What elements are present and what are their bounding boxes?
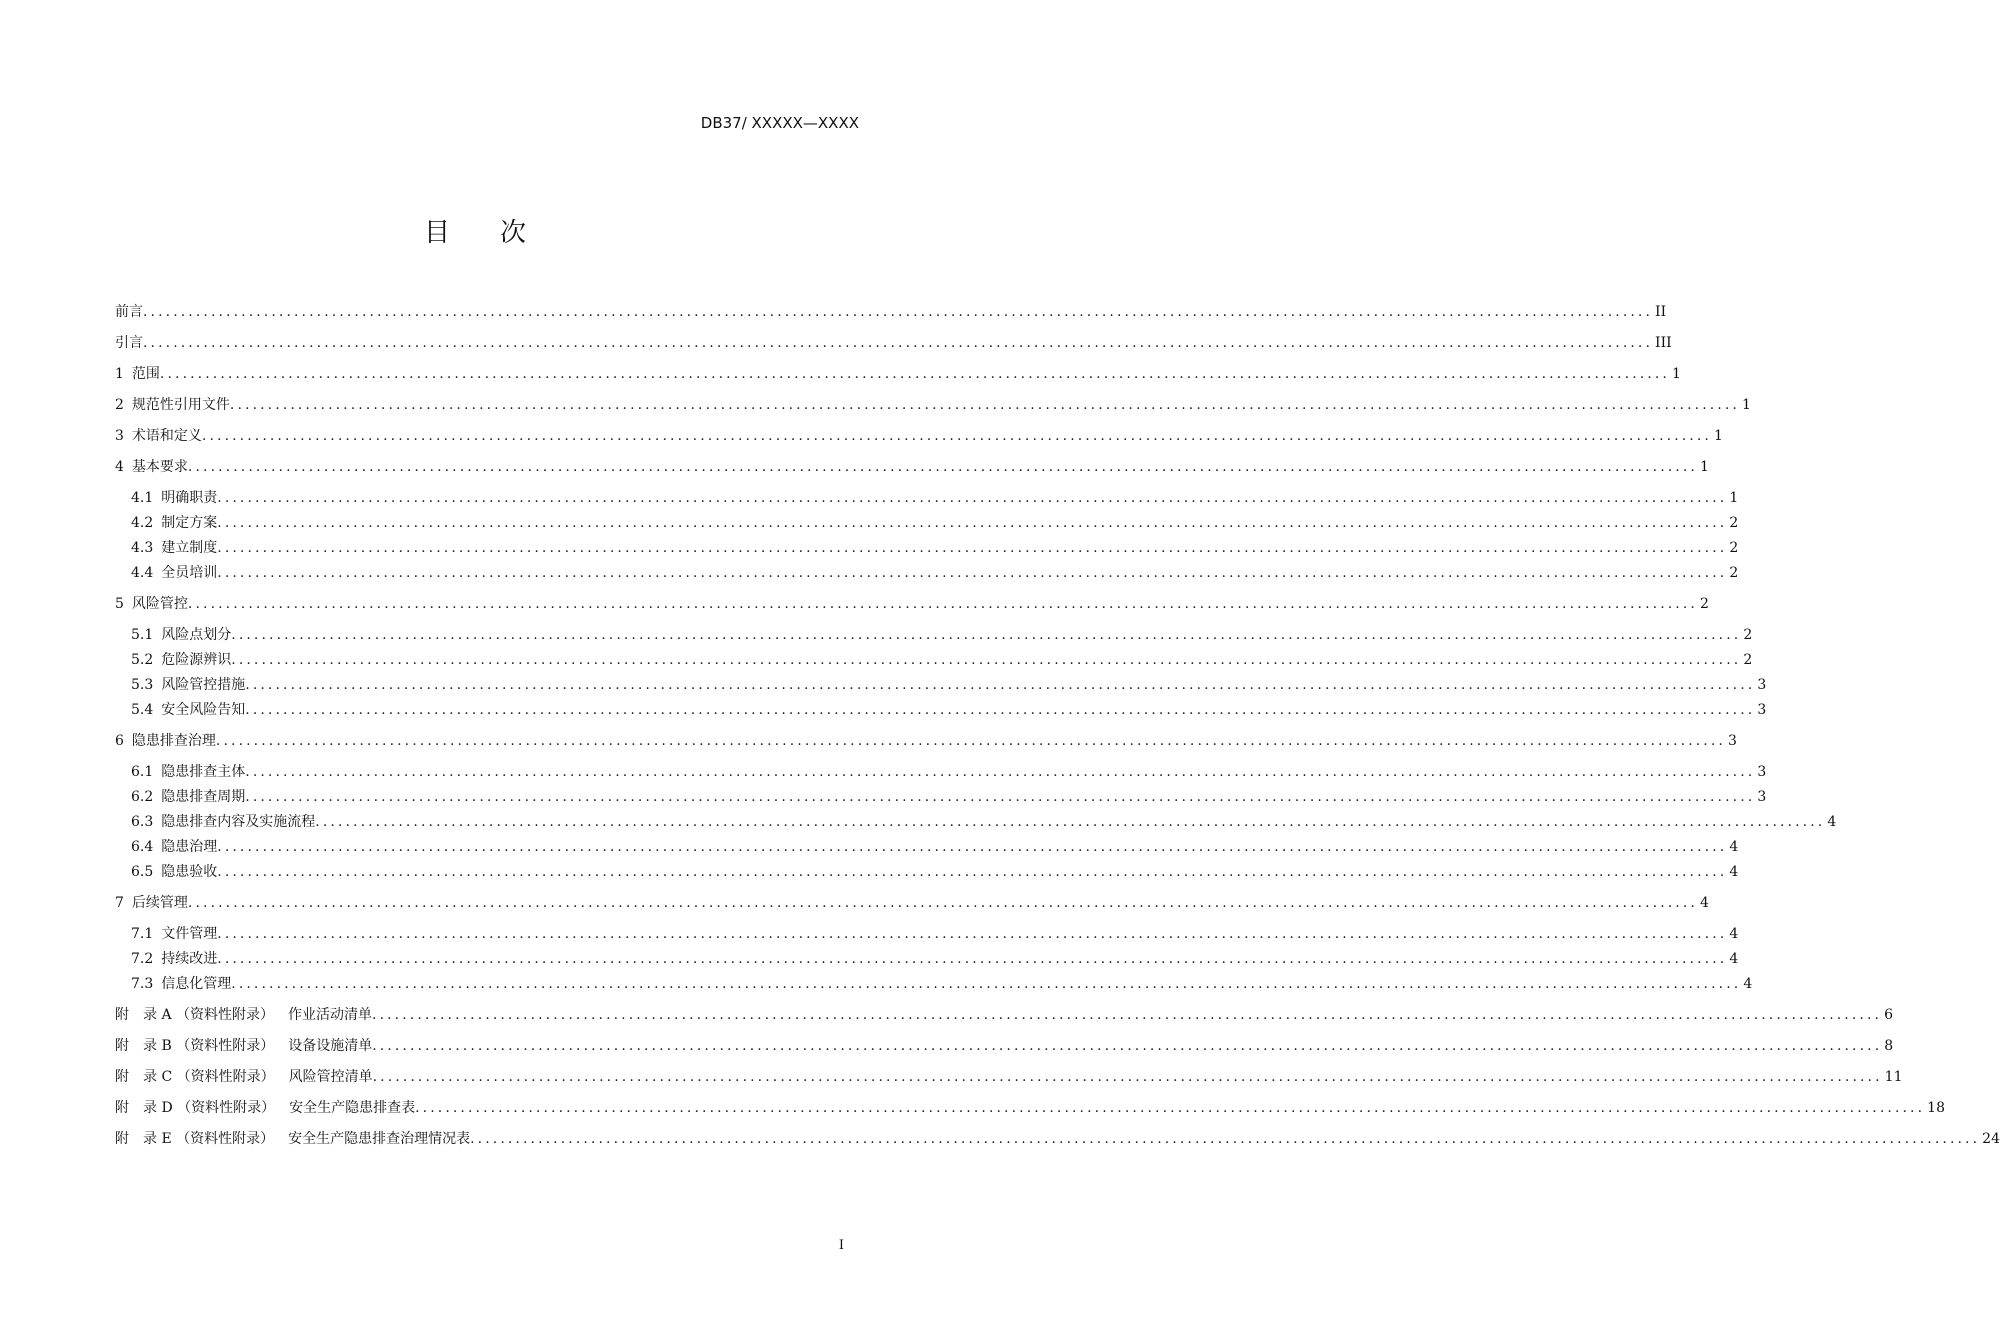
toc-entry-number: 7.1 <box>131 926 154 942</box>
dot-leader: ........................................................................................................................................................................................................ <box>201 428 1712 444</box>
toc-entry-number: 5 <box>115 596 124 612</box>
toc-entry[interactable] <box>115 698 1767 723</box>
toc-entry-number: 7.3 <box>131 976 154 992</box>
toc-entry-page: 1 <box>1741 397 1751 413</box>
toc-entry[interactable] <box>115 455 1709 480</box>
dot-leader: ........................................................................................................................................................................................................ <box>231 652 1742 668</box>
toc-entry-page: III <box>1655 335 1672 351</box>
toc-entry[interactable] <box>115 511 1739 536</box>
toc-entry-number: 6.2 <box>131 789 154 805</box>
toc-entry-label: 隐患排查治理 <box>131 733 216 749</box>
toc-entry-number: 7 <box>115 895 124 911</box>
dot-leader: ........................................................................................................................................................................................................ <box>217 926 1728 942</box>
toc-entry-number: 4 <box>115 459 124 475</box>
toc-entry-page: 2 <box>1743 652 1753 668</box>
toc-entry-page: 3 <box>1757 764 1767 780</box>
toc-entry-label: 后续管理 <box>131 895 188 911</box>
toc-entry[interactable] <box>115 673 1767 698</box>
toc-entry-label: 规范性引用文件 <box>131 397 230 413</box>
toc-entry-page: 3 <box>1757 702 1767 718</box>
toc-entry-page: 2 <box>1743 627 1753 643</box>
toc-entry[interactable] <box>115 972 1753 997</box>
toc-entry-label: 风险管控清单 <box>288 1069 373 1085</box>
toc-entry-number: 6.1 <box>131 764 154 780</box>
toc-entry-page: 4 <box>1729 951 1739 967</box>
toc-entry-number: 5.3 <box>131 677 154 693</box>
toc-entry-label: 引言 <box>115 335 143 351</box>
toc-entry-page: 1 <box>1713 428 1723 444</box>
toc-entry[interactable] <box>115 810 1837 835</box>
page-title: 目次 <box>423 218 576 248</box>
toc-entry[interactable] <box>115 623 1753 648</box>
toc-entry-label: 风险管控 <box>131 596 188 612</box>
toc-entry[interactable] <box>115 648 1753 673</box>
dot-leader: ........................................................................................................................................................................................................ <box>187 596 1698 612</box>
toc-entry-page: 3 <box>1757 677 1767 693</box>
toc-entry[interactable] <box>115 300 1667 325</box>
toc-entry-label: 安全风险告知 <box>161 702 246 718</box>
toc-entry-label: 隐患治理 <box>161 839 218 855</box>
toc-entry-number: 6.3 <box>131 814 154 830</box>
toc-entry-number: 6 <box>115 733 124 749</box>
toc-entry-label: 风险点划分 <box>161 627 232 643</box>
toc-entry-number: 7.2 <box>131 951 154 967</box>
table-of-contents <box>115 300 2000 1152</box>
toc-entry-page: 1 <box>1671 366 1681 382</box>
toc-entry-page: 4 <box>1729 864 1739 880</box>
toc-entry-number: 附 录 E （资料性附录） <box>115 1131 275 1147</box>
toc-entry[interactable] <box>115 331 1672 356</box>
toc-entry-number: 5.2 <box>131 652 154 668</box>
toc-entry-page: 2 <box>1729 565 1739 581</box>
toc-entry-label: 信息化管理 <box>161 976 232 992</box>
toc-entry-label: 隐患排查主体 <box>161 764 246 780</box>
toc-entry-page: 3 <box>1757 789 1767 805</box>
toc-entry[interactable] <box>115 1003 1893 1028</box>
toc-entry-page: 4 <box>1827 814 1837 830</box>
dot-leader: ........................................................................................................................................................................................................ <box>143 335 1654 351</box>
dot-leader: ........................................................................................................................................................................................................ <box>143 304 1654 320</box>
toc-entry-label: 危险源辨识 <box>161 652 232 668</box>
toc-entry-number: 4.3 <box>131 540 154 556</box>
toc-entry[interactable] <box>115 592 1709 617</box>
toc-entry-number: 4.2 <box>131 515 154 531</box>
toc-entry-page: 3 <box>1727 733 1737 749</box>
toc-entry-page: 18 <box>1927 1100 1945 1116</box>
dot-leader: ........................................................................................................................................................................................................ <box>229 397 1740 413</box>
toc-entry[interactable] <box>115 860 1739 885</box>
dot-leader: ........................................................................................................................................................................................................ <box>245 789 1756 805</box>
toc-entry[interactable] <box>115 947 1739 972</box>
toc-entry-label: 安全生产隐患排查治理情况表 <box>288 1131 471 1147</box>
toc-entry[interactable] <box>115 424 1723 449</box>
toc-entry-number: 附 录 D （资料性附录） <box>115 1100 276 1116</box>
dot-leader: ........................................................................................................................................................................................................ <box>217 515 1728 531</box>
dot-leader: ........................................................................................................................................................................................................ <box>215 733 1726 749</box>
toc-entry[interactable] <box>115 922 1739 947</box>
toc-entry-page: 11 <box>1884 1069 1903 1085</box>
toc-entry-label: 持续改进 <box>161 951 218 967</box>
toc-entry-label: 设备设施清单 <box>288 1038 373 1054</box>
toc-entry-label: 隐患排查内容及实施流程 <box>161 814 316 830</box>
toc-entry-number: 附 录 B （资料性附录） <box>115 1038 275 1054</box>
toc-entry-page: 4 <box>1743 976 1753 992</box>
toc-entry-page: 4 <box>1699 895 1709 911</box>
toc-entry-page: 8 <box>1884 1038 1894 1054</box>
toc-entry-label: 基本要求 <box>131 459 188 475</box>
dot-leader: ........................................................................................................................................................................................................ <box>231 627 1742 643</box>
dot-leader: ........................................................................................................................................................................................................ <box>217 540 1728 556</box>
toc-entry-number: 3 <box>115 428 124 444</box>
toc-entry-page: 24 <box>1982 1131 2000 1147</box>
toc-entry-number: 2 <box>115 397 124 413</box>
toc-entry-number: 6.4 <box>131 839 154 855</box>
dot-leader: ........................................................................................................................................................................................................ <box>187 459 1698 475</box>
toc-entry[interactable] <box>115 362 1681 387</box>
toc-entry-number: 附 录 A （资料性附录） <box>115 1007 275 1023</box>
toc-entry-number: 5.1 <box>131 627 154 643</box>
toc-entry-label: 全员培训 <box>161 565 218 581</box>
toc-entry[interactable] <box>115 1034 1894 1059</box>
toc-entry[interactable] <box>115 835 1739 860</box>
toc-entry-page: 2 <box>1729 540 1739 556</box>
document-code: DB37/ XXXXX—XXXX <box>700 114 859 132</box>
toc-entry-label: 作业活动清单 <box>288 1007 373 1023</box>
toc-entry-number: 4.1 <box>131 490 154 506</box>
toc-entry-label: 前言 <box>115 304 143 320</box>
toc-entry-label: 制定方案 <box>161 515 218 531</box>
dot-leader: ........................................................................................................................................................................................................ <box>217 565 1728 581</box>
toc-entry-number: 6.5 <box>131 864 154 880</box>
dot-leader: ........................................................................................................................................................................................................ <box>217 839 1728 855</box>
dot-leader: ........................................................................................................................................................................................................ <box>245 764 1756 780</box>
toc-entry-label: 风险管控措施 <box>161 677 246 693</box>
toc-entry-page: 6 <box>1884 1007 1893 1023</box>
toc-entry-page: 2 <box>1699 596 1709 612</box>
toc-entry[interactable] <box>115 1065 1903 1090</box>
toc-entry[interactable] <box>115 729 1737 754</box>
toc-entry-number: 附 录 C （资料性附录） <box>115 1069 275 1085</box>
toc-entry[interactable] <box>115 891 1709 916</box>
toc-entry-label: 明确职责 <box>161 490 218 506</box>
toc-entry-label: 范围 <box>131 366 160 382</box>
toc-entry-label: 安全生产隐患排查表 <box>289 1100 416 1116</box>
dot-leader: ........................................................................................................................................................................................................ <box>159 366 1670 382</box>
dot-leader: ........................................................................................................................................................................................................ <box>415 1100 1926 1116</box>
toc-entry-label: 隐患验收 <box>161 864 218 880</box>
dot-leader: ........................................................................................................................................................................................................ <box>315 814 1826 830</box>
toc-entry[interactable] <box>115 785 1767 810</box>
toc-entry-page: 4 <box>1729 926 1739 942</box>
dot-leader: ........................................................................................................................................................................................................ <box>245 702 1756 718</box>
toc-entry-page: 1 <box>1699 459 1709 475</box>
toc-entry[interactable] <box>115 393 1751 418</box>
toc-entry-page: 2 <box>1729 515 1739 531</box>
dot-leader: ........................................................................................................................................................................................................ <box>187 895 1698 911</box>
toc-entry[interactable] <box>115 1127 2000 1152</box>
dot-leader: ........................................................................................................................................................................................................ <box>372 1069 1883 1085</box>
dot-leader: ........................................................................................................................................................................................................ <box>217 864 1728 880</box>
toc-entry-page: II <box>1655 304 1667 320</box>
toc-entry-number: 5.4 <box>131 702 154 718</box>
dot-leader: ........................................................................................................................................................................................................ <box>372 1007 1883 1023</box>
dot-leader: ........................................................................................................................................................................................................ <box>245 677 1756 693</box>
toc-entry-label: 建立制度 <box>161 540 218 556</box>
toc-entry[interactable] <box>115 561 1739 586</box>
toc-entry[interactable] <box>115 486 1739 511</box>
toc-entry-number: 4.4 <box>131 565 154 581</box>
toc-entry[interactable] <box>115 1096 1945 1121</box>
dot-leader: ........................................................................................................................................................................................................ <box>372 1038 1883 1054</box>
toc-entry-number: 1 <box>115 366 124 382</box>
page-number: I <box>838 1238 844 1253</box>
toc-entry[interactable] <box>115 760 1767 785</box>
dot-leader: ........................................................................................................................................................................................................ <box>231 976 1742 992</box>
toc-entry[interactable] <box>115 536 1739 561</box>
toc-entry-label: 术语和定义 <box>131 428 202 444</box>
toc-entry-page: 4 <box>1729 839 1739 855</box>
toc-entry-label: 隐患排查周期 <box>161 789 246 805</box>
dot-leader: ........................................................................................................................................................................................................ <box>217 490 1728 506</box>
dot-leader: ........................................................................................................................................................................................................ <box>217 951 1728 967</box>
toc-entry-label: 文件管理 <box>161 926 218 942</box>
toc-entry-page: 1 <box>1729 490 1739 506</box>
dot-leader: ........................................................................................................................................................................................................ <box>470 1131 1981 1147</box>
